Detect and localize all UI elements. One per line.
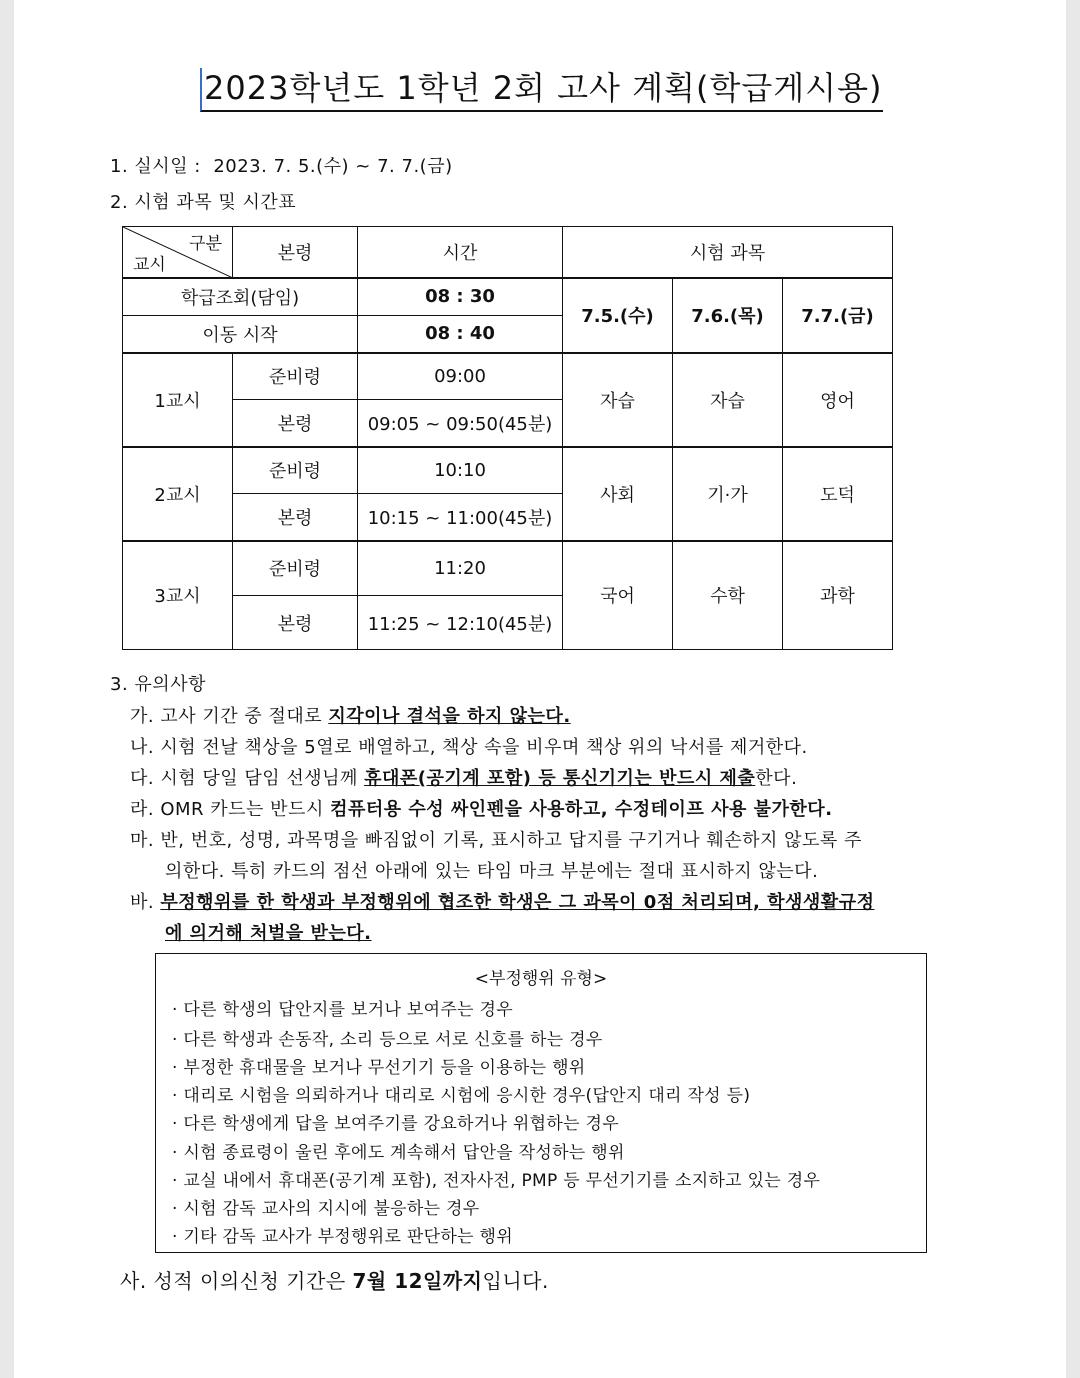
note-marker: 나. [130,737,155,758]
misconduct-item: · 대리로 시험을 의뢰하거나 대리로 시험에 응시한 경우(답안지 대리 작성 등) [172,1086,751,1106]
subject-cell: 자습 [563,353,673,447]
main-bell-label: 본령 [233,494,358,541]
date-cell: 7.6.(목) [673,278,783,353]
misconduct-title: <부정행위 유형> [474,969,608,989]
misconduct-item: · 다른 학생의 답안지를 보거나 보여주는 경우 [172,1000,513,1020]
main-bell-time: 09:05 ~ 09:50(45분) [358,400,563,447]
note-emphasis: 부정행위를 한 학생과 부정행위에 협조한 학생은 그 과목이 0점 처리되며, 학생생활규정 [160,892,875,913]
note-da [130,764,797,790]
note-text: 고사 기간 중 절대로 [160,706,329,727]
misconduct-item: · 부정한 휴대물을 보거나 무선기기 등을 이용하는 행위 [172,1058,586,1078]
note-text: 시험 전날 책상을 5열로 배열하고, 책상 속을 비우며 책상 위의 낙서를 제거한다. [160,737,808,758]
header-time: 시간 [358,227,563,278]
note-ba-continued: 에 의거해 처벌을 받는다. [165,923,372,944]
exam-date-label: 실시일 : [134,156,201,177]
schedule-heading [110,188,296,214]
prep-bell-label: 준비령 [233,353,358,400]
note-marker: 사. [120,1269,147,1293]
misconduct-item: · 다른 학생에게 답을 보여주기를 강요하거나 위협하는 경우 [172,1114,619,1134]
note-marker: 가. [130,706,155,727]
note-marker: 마. [130,830,155,851]
subject-cell: 과학 [783,541,893,650]
misconduct-item: · 시험 종료령이 울린 후에도 계속해서 답안을 작성하는 행위 [172,1143,625,1163]
note-text: 시험 당일 담임 선생님께 [160,768,365,789]
note-ma-continued: 의한다. 특히 카드의 점선 아래에 있는 타임 마크 부분에는 절대 표시하지 않는다. [165,861,819,882]
subject-cell: 국어 [563,541,673,650]
date-cell: 7.5.(수) [563,278,673,353]
main-bell-label: 본령 [233,400,358,447]
section-number: 3. [110,674,129,695]
header-bonryeong: 본령 [233,227,358,278]
subject-cell: 영어 [783,353,893,447]
prep-bell-label: 준비령 [233,447,358,494]
note-emphasis: 휴대폰(공기계 포함) 등 통신기기는 반드시 제출 [364,768,756,789]
exam-date-line [110,152,453,178]
schedule-heading-label: 시험 과목 및 시간표 [134,192,297,213]
note-ra [130,795,833,821]
move-time: 08 : 40 [358,316,563,353]
header-category: 구분 [189,234,222,254]
header-period: 교시 [133,254,166,275]
note-sa [120,1265,549,1294]
note-marker: 다. [130,768,155,789]
prep-bell-label: 준비령 [233,541,358,596]
exam-date-value: 2023. 7. 5.(수) ~ 7. 7.(금) [213,156,453,177]
prep-bell-time: 10:10 [358,447,563,494]
note-na [130,733,808,759]
notes-heading-label: 유의사항 [134,674,206,695]
main-bell-label: 본령 [233,596,358,650]
note-text: 반, 번호, 성명, 과목명을 빠짐없이 기록, 표시하고 답지를 구기거나 훼손하지 않도록 주 [160,830,862,851]
note-emphasis: 지각이나 결석을 하지 않는다. [328,706,571,727]
period-name: 3교시 [123,541,233,650]
misconduct-box [155,953,927,1253]
table-header-row [123,227,893,278]
misconduct-item: · 다른 학생과 손동작, 소리 등으로 서로 신호를 하는 경우 [172,1030,603,1050]
note-text: OMR 카드는 반드시 [160,799,331,820]
misconduct-item: · 시험 감독 교사의 지시에 불응하는 경우 [172,1199,480,1219]
note-text: 입니다. [482,1269,549,1293]
note-ma [130,826,862,852]
header-subjects: 시험 과목 [563,227,893,278]
main-bell-time: 10:15 ~ 11:00(45분) [358,494,563,541]
note-ga [130,702,571,728]
section-number: 1. [110,156,129,177]
subject-cell: 자습 [673,353,783,447]
note-text: 성적 이의신청 기간은 [153,1269,353,1293]
note-text: 한다. [755,768,798,789]
misconduct-item: · 교실 내에서 휴대폰(공기계 포함), 전자사전, PMP 등 무선기기를 소지하고 있는 경우 [172,1171,821,1191]
note-emphasis: 컴퓨터용 수성 싸인펜을 사용하고, 수정테이프 사용 불가한다. [330,799,833,820]
section-number: 2. [110,192,129,213]
move-label: 이동 시작 [123,316,358,353]
period-name: 2교시 [123,447,233,541]
note-emphasis: 7월 12일까지 [352,1269,483,1293]
notes-heading [110,670,206,696]
exam-schedule-table [122,226,893,650]
prep-bell-time: 09:00 [358,353,563,400]
table-row [123,447,893,494]
period-name: 1교시 [123,353,233,447]
table-row [123,541,893,596]
diagonal-header-cell [123,227,233,278]
subject-cell: 사회 [563,447,673,541]
document-page [14,0,1066,1378]
homeroom-time: 08 : 30 [358,278,563,316]
main-bell-time: 11:25 ~ 12:10(45분) [358,596,563,650]
subject-cell: 도덕 [783,447,893,541]
table-row [123,353,893,400]
subject-cell: 수학 [673,541,783,650]
note-ba [130,888,874,914]
prep-bell-time: 11:20 [358,541,563,596]
page-title: 2023학년도 1학년 2회 고사 계획(학급게시용) [200,68,883,112]
table-row [123,278,893,316]
homeroom-label: 학급조회(담임) [123,278,358,316]
note-marker: 바. [130,892,155,913]
note-marker: 라. [130,799,155,820]
date-cell: 7.7.(금) [783,278,893,353]
subject-cell: 기·가 [673,447,783,541]
misconduct-item: · 기타 감독 교사가 부정행위로 판단하는 행위 [172,1227,513,1247]
